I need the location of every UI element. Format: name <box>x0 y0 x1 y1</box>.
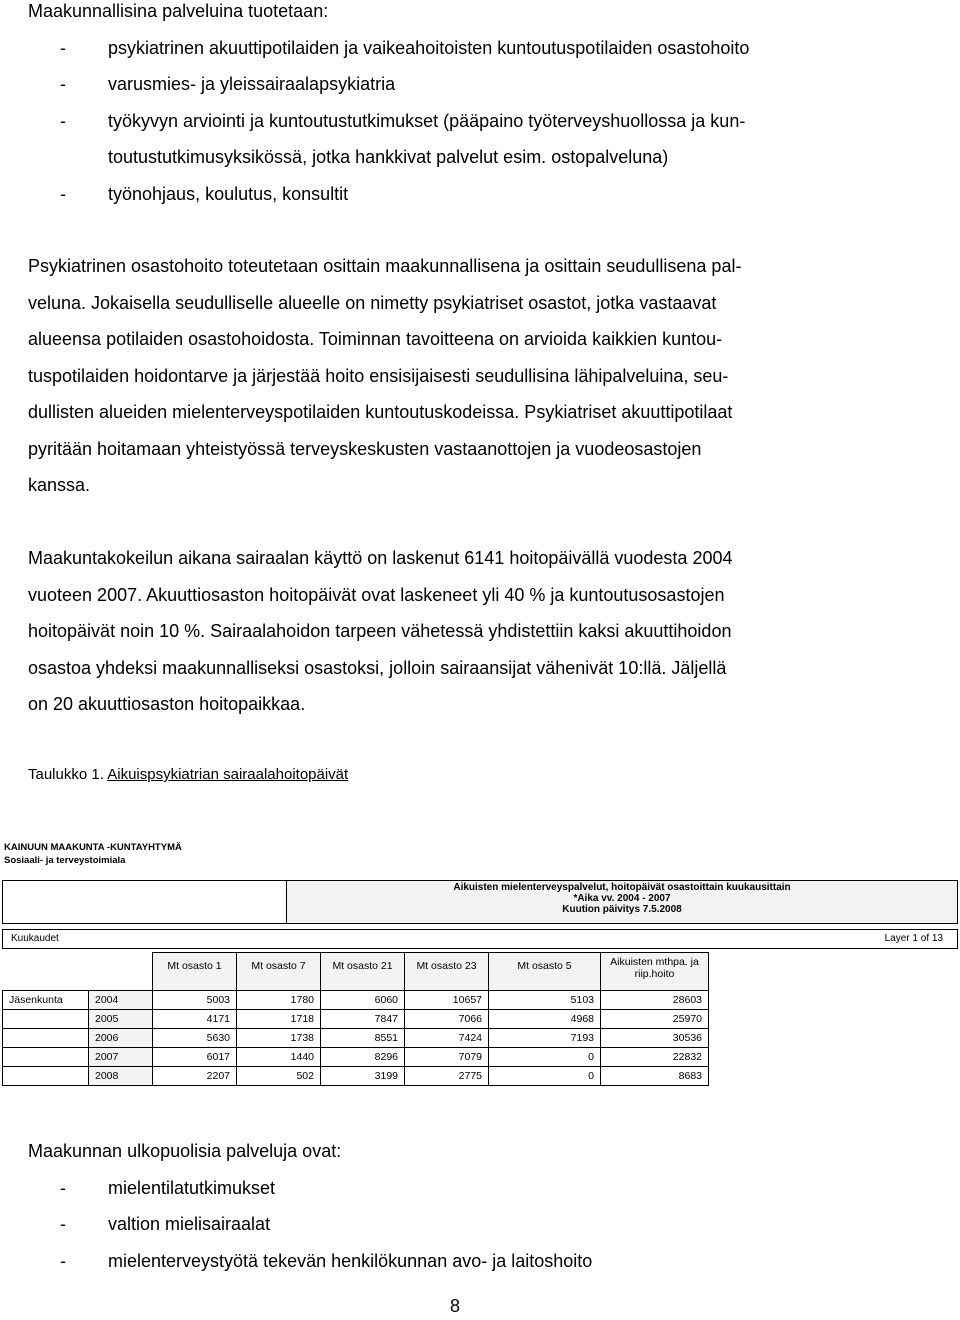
report-dimension-bar <box>2 929 958 949</box>
text-line: kanssa. <box>28 475 91 495</box>
list-item: - valtion mielisairaalat <box>60 1214 271 1234</box>
section1-list <box>28 30 749 213</box>
table-row: Jäsenkunta 2004 5003 1780 6060 10657 5103 28603 <box>3 991 709 1010</box>
table-caption: Taulukko 1. Aikuispsykiatrian sairaalahoitopäivät <box>28 766 349 783</box>
text-line: pyritään hoitamaan yhteistyössä terveyskeskusten vastaanottojen ja vuodeosastojen <box>28 438 702 459</box>
table-row: 2006 5630 1738 8551 7424 7193 30536 <box>3 1029 709 1048</box>
column-header: Aikuisten mthpa. ja riip.hoito <box>601 953 709 991</box>
section1 <box>28 0 749 212</box>
column-header: Mt osasto 23 <box>405 953 489 991</box>
column-header: Mt osasto 1 <box>153 953 237 991</box>
text-line: on 20 akuuttiosaston hoitopaikkaa. <box>28 694 306 714</box>
text-line: Maakuntakokeilun aikana sairaalan käyttö on laskenut 6141 hoitopäivällä vuodesta 2004 <box>28 548 733 568</box>
column-header: Mt osasto 7 <box>237 953 321 991</box>
column-header: Mt osasto 5 <box>489 953 601 991</box>
page-number: 8 <box>449 1296 460 1316</box>
row-header: Jäsenkunta <box>3 991 89 1010</box>
text-line: veluna. Jokaisella seudulliselle alueelle on nimetty psykiatriset osastot, jotka vastaavat <box>28 292 717 313</box>
report-title-left-cell <box>2 880 286 924</box>
text-line: Psykiatrinen osastohoito toteutetaan osittain maakunnallisena ja osittain seudullisena pal- <box>28 256 742 276</box>
report-org: KAINUUN MAAKUNTA -KUNTAYHTYMÄ <box>4 842 182 853</box>
report-header <box>4 841 182 867</box>
table-header-row <box>3 953 709 991</box>
table-row: 2007 6017 1440 8296 7079 0 22832 <box>3 1048 709 1067</box>
table-row: 2005 4171 1718 7847 7066 4968 25970 <box>3 1010 709 1029</box>
list-item: - psykiatrinen akuuttipotilaiden ja vaikeahoitoisten kuntoutuspotilaiden osastohoito <box>60 37 750 58</box>
section1-intro: Maakunnallisina palveluina tuotetaan: <box>28 1 329 21</box>
table-row: 2008 2207 502 3199 2775 0 8683 <box>3 1067 709 1086</box>
list-item: - työkyvyn arviointi ja kuntoutustutkimukset (pääpaino työterveyshuollossa ja kun- <box>60 110 746 131</box>
column-header: Mt osasto 21 <box>321 953 405 991</box>
report-grid <box>2 952 709 1086</box>
section2-list <box>28 1170 592 1280</box>
section2-intro: Maakunnan ulkopuolisia palveluja ovat: <box>28 1141 342 1161</box>
report-dept: Sosiaali- ja terveystoimiala <box>4 855 126 866</box>
report-table <box>2 880 957 1102</box>
text-line: osastoa yhdeksi maakunnalliseksi osastoksi, jolloin sairaansijat vähenivät 10:llä. Jäljellä <box>28 657 727 678</box>
list-item-continuation: toutustutkimusyksikössä, jotka hankkivat palvelut esim. ostopalveluna) <box>108 147 669 167</box>
text-line: alueensa potilaiden osastohoidosta. Toiminnan tavoitteena on arvioida kaikkien kuntou- <box>28 329 723 349</box>
list-item: - mielentilatutkimukset <box>60 1177 276 1198</box>
paragraph-1 <box>28 248 741 504</box>
text-line: hoitopäivät noin 10 %. Sairaalahoidon tarpeen vähetessä yhdistettiin kaksi akuuttihoidon <box>28 621 732 641</box>
paragraph-2 <box>28 540 733 723</box>
layer-label: Layer 1 of 13 <box>884 933 943 944</box>
dimension-label: Kuukaudet <box>11 933 59 944</box>
report-title: Aikuisten mielenterveyspalvelut, hoitopäivät osastoittain kuukausittain *Aika vv. 2004 - 2007 Kuution päivitys 7.5.2008 <box>286 880 958 924</box>
text-line: tuspotilaiden hoidontarve ja järjestää hoito ensisijaisesti seudullisina lähipalveluina, seu- <box>28 365 729 386</box>
list-item: - mielenterveystyötä tekevän henkilökunnan avo- ja laitoshoito <box>60 1250 593 1271</box>
list-item: - työnohjaus, koulutus, konsultit <box>60 183 349 204</box>
list-item: - varusmies- ja yleissairaalapsykiatria <box>60 74 396 94</box>
text-line: dullisten alueiden mielenterveyspotilaiden kuntoutuskodeissa. Psykiatriset akuuttipotilaat <box>28 402 733 422</box>
section2 <box>28 1133 592 1279</box>
text-line: vuoteen 2007. Akuuttiosaston hoitopäivät ovat laskeneet yli 40 % ja kuntoutusosastojen <box>28 584 725 605</box>
